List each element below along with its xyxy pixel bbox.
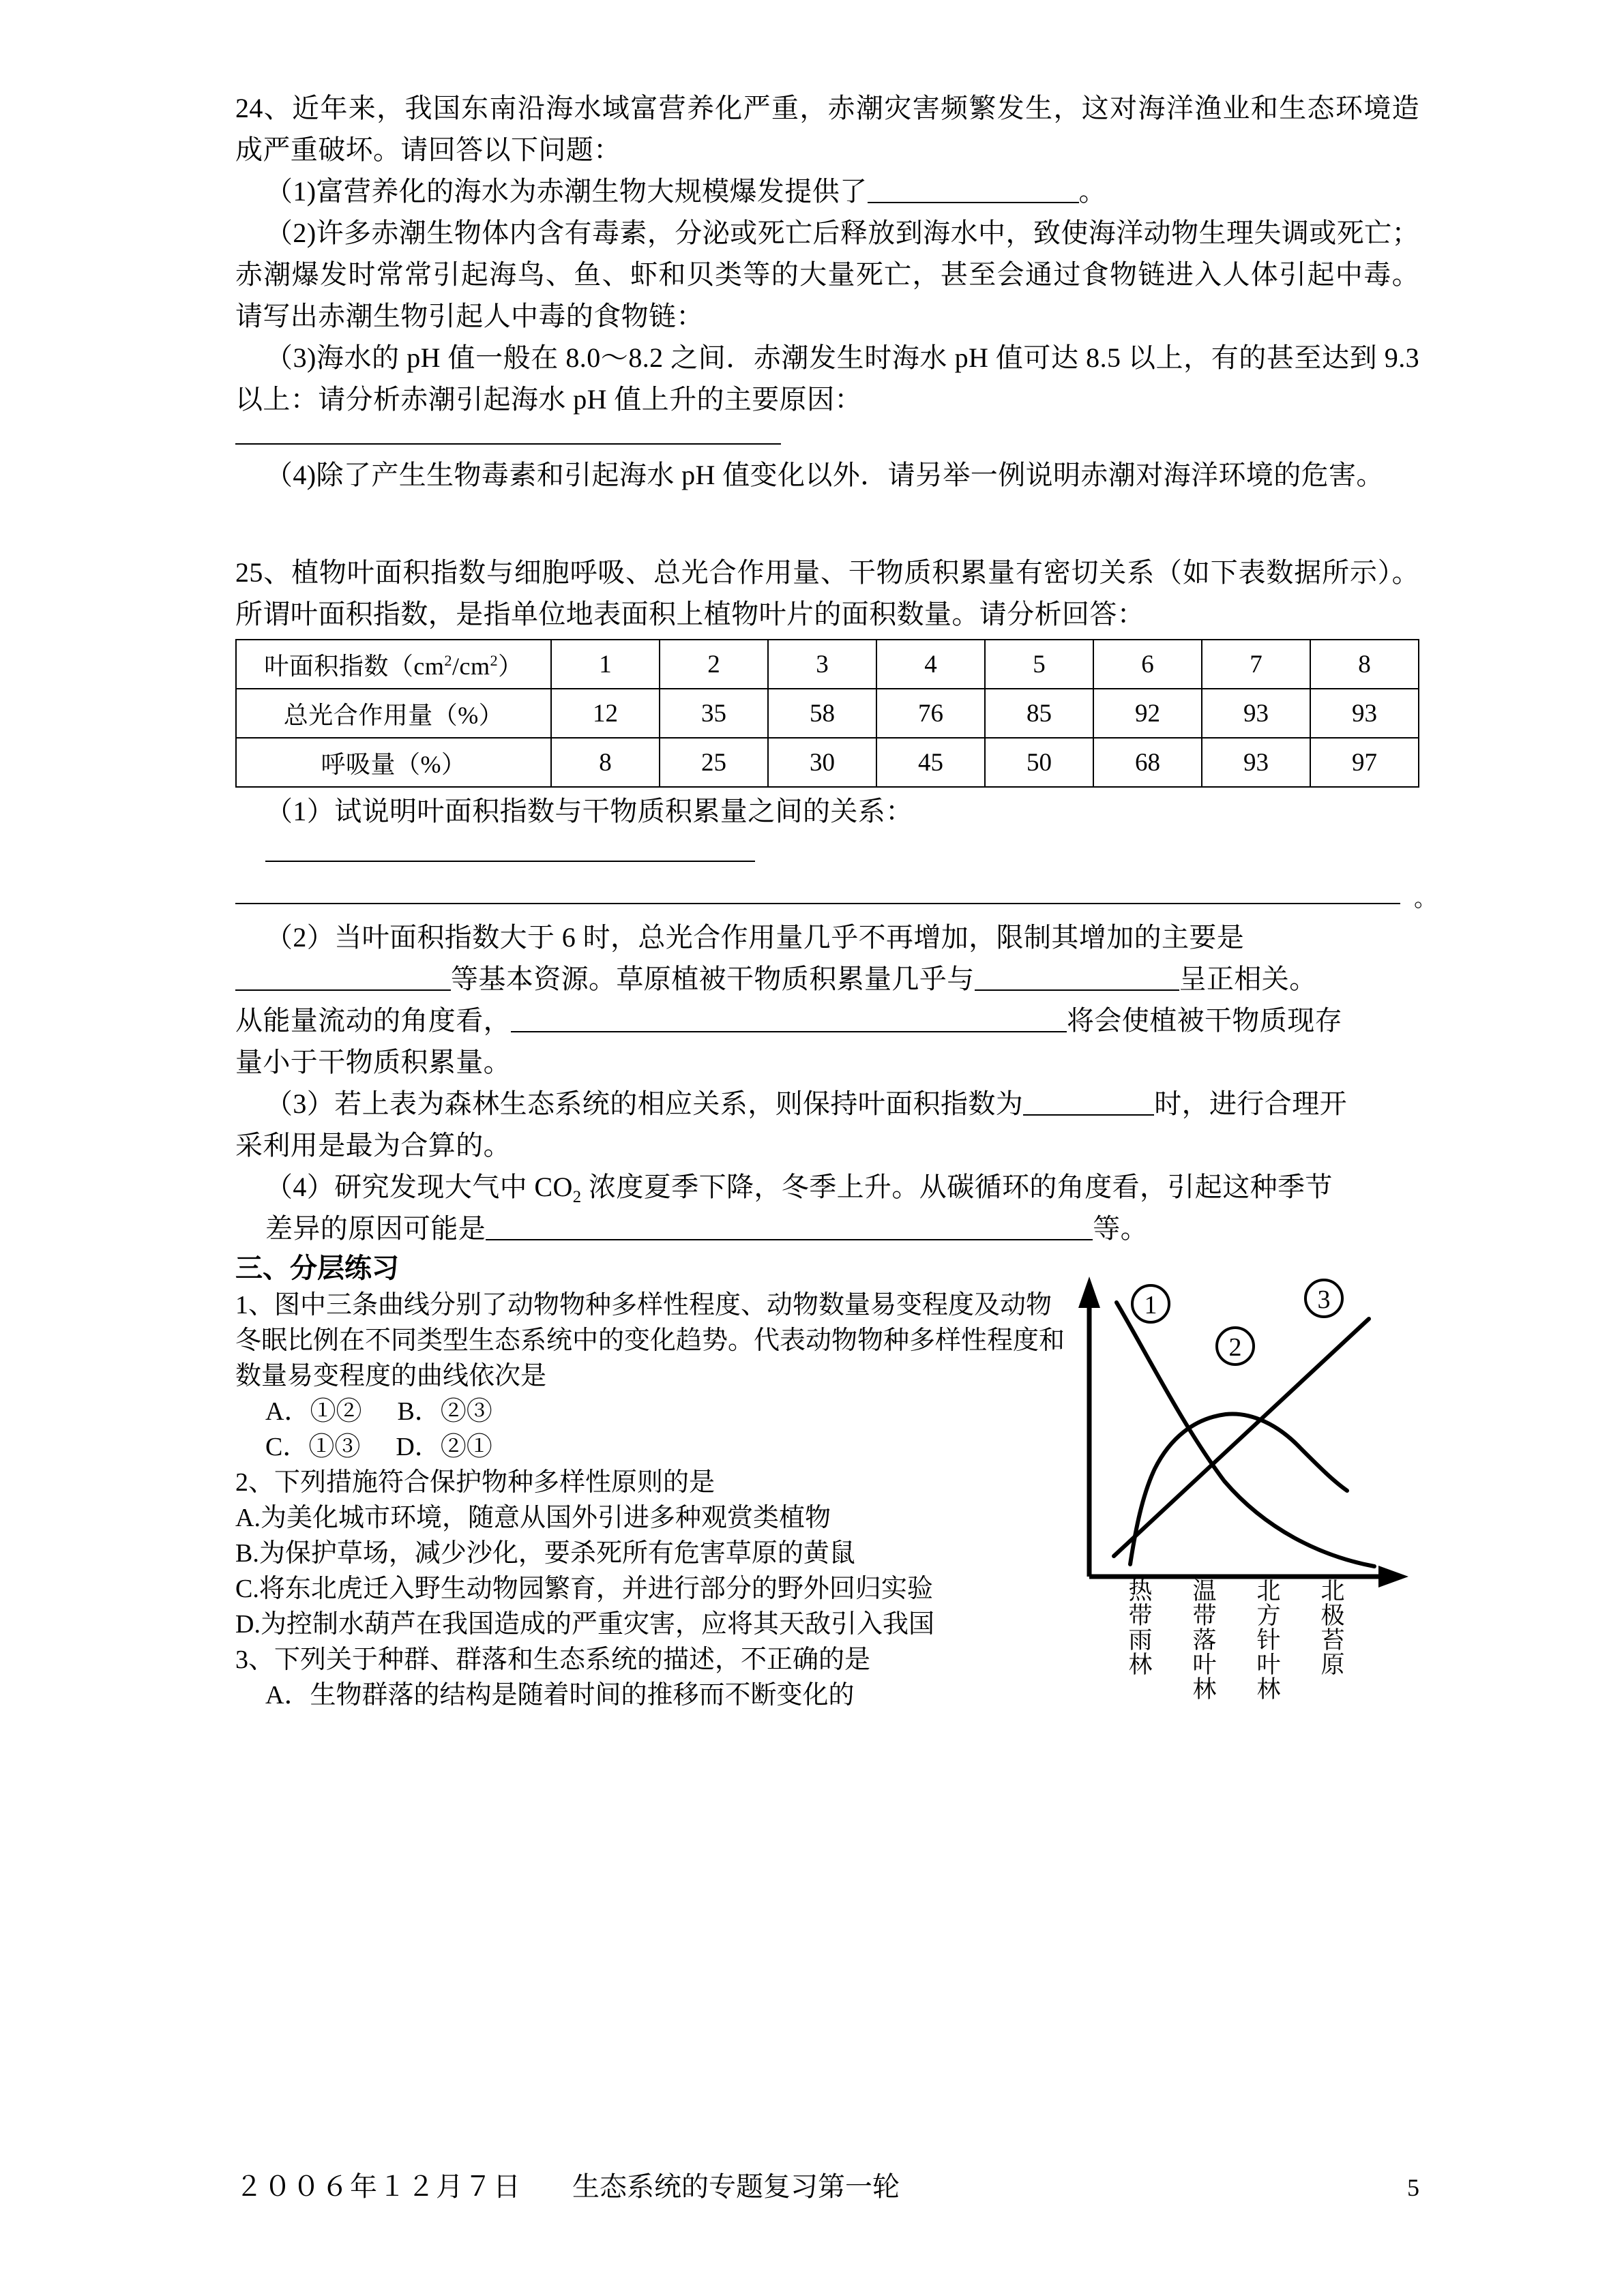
practice-q1-options-row-1 (235, 1394, 1095, 1429)
q24-item-4: （4)除了产生生物毒素和引起海水 pH 值变化以外．请另举一例说明赤潮对海洋环境的危害。 (265, 460, 1384, 490)
svg-text:1: 1 (1144, 1291, 1157, 1320)
cell: 97 (1310, 738, 1419, 787)
practice-q1-options-row-2 (235, 1429, 1095, 1465)
q25-item-1-period: 。 (1414, 886, 1437, 912)
cell: 8 (1310, 640, 1419, 689)
cell: 6 (1093, 640, 1202, 689)
y-axis-arrowhead (1078, 1277, 1100, 1308)
table-row (236, 689, 1419, 738)
cell: 85 (985, 689, 1093, 738)
cell: 50 (985, 738, 1093, 787)
row-header-respiration: 呼吸量（%） (236, 738, 551, 787)
q25-item-4-blank[interactable] (486, 1216, 1093, 1240)
q25-item-2-text-c: 呈正相关。 (1179, 964, 1317, 994)
x-label-arctic-tundra: 北极苔原 (1318, 1578, 1344, 1676)
practice-q3-stem: 3、下列关于种群、群落和生态系统的描述，不正确的是 (235, 1645, 871, 1674)
cell: 2 (660, 640, 768, 689)
q24-item-1-text: （1)富营养化的海水为赤潮生物大规模爆发提供了 (265, 176, 868, 207)
practice-q1-option-c[interactable]: C．①③ (265, 1433, 361, 1461)
question-24 (235, 87, 1419, 496)
leaf-area-index-table (235, 639, 1419, 788)
svg-text:3: 3 (1317, 1285, 1331, 1314)
x-label-boreal-coniferous-forest: 北方针叶林 (1254, 1578, 1280, 1701)
cell: 30 (768, 738, 876, 787)
practice-left-column (235, 1249, 1095, 1713)
q24-item-3: （3)海水的 pH 值一般在 8.0～8.2 之间．赤潮发生时海水 pH 值可达 8.5 以上，有的甚至达到 9.3 以上：请分析赤潮引起海水 pH 值上升的主要原因： (235, 342, 1419, 415)
q25-item-4-line-1 (235, 1166, 1419, 1208)
cell: 8 (551, 738, 660, 787)
cell: 93 (1202, 738, 1310, 787)
curve-label-2 (1217, 1328, 1254, 1365)
q25-stem: 25、植物叶面积指数与细胞呼吸、总光合作用量、干物质积累量有密切关系（如下表数据所示）。所谓叶面积指数，是指单位地表面积上植物叶片的面积数量。请分析回答： (235, 557, 1419, 629)
q25-item-3-text-a: （3）若上表为森林生态系统的相应关系，则保持叶面积指数为 (265, 1088, 1024, 1119)
cell: 3 (768, 640, 876, 689)
footer-date: ２００６年１２月７日 (235, 2171, 522, 2202)
svg-text:2: 2 (1228, 1333, 1242, 1362)
cell: 76 (876, 689, 985, 738)
practice-q1-line-2: 冬眠比例在不同类型生态系统中的变化趋势。代表动物物种多样性程度和 (235, 1326, 1065, 1355)
q24-item-1 (235, 170, 1419, 212)
ecosystem-curves-figure (1047, 1256, 1429, 1701)
cell: 93 (1202, 689, 1310, 738)
q25-item-2-text-b: 等基本资源。草原植被干物质积累量几乎与 (451, 964, 975, 994)
practice-q2-option-b[interactable]: B.为保护草场，减少沙化，要杀死所有危害草原的黄鼠 (235, 1539, 855, 1568)
q25-item-3-blank[interactable] (1023, 1091, 1154, 1116)
q24-item-2: （2)许多赤潮生物体内含有毒素，分泌或死亡后释放到海水中，致使海洋动物生理失调或死亡；赤潮爆发时常常引起海鸟、鱼、虾和贝类等的大量死亡，甚至会通过食物链进入人体引起中毒。请写出赤潮生物引起人中毒的食物链： (235, 218, 1419, 331)
q25-item-2-line-2 (235, 958, 1419, 1000)
q25-item-2-blank-2[interactable] (975, 966, 1179, 991)
x-axis-category-labels (1087, 1578, 1428, 1701)
q25-item-4-text-a: （4）研究发现大气中 CO (265, 1172, 573, 1202)
q25-item-2-text-e: 将会使植被干物质现存 (1067, 1005, 1342, 1036)
cell: 1 (551, 640, 660, 689)
q25-item-3-text-b: 时，进行合理开 (1154, 1088, 1348, 1119)
q25-item-3-line-1 (235, 1083, 1419, 1124)
cell: 25 (660, 738, 768, 787)
q24-stem: 24、近年来，我国东南沿海水域富营养化严重，赤潮灾害频繁发生，这对海洋渔业和生态环境造成严重破坏。请回答以下问题： (235, 93, 1419, 165)
q25-item-2-line-1: （2）当叶面积指数大于 6 时，总光合作用量几乎不再增加，限制其增加的主要是 (265, 922, 1245, 953)
practice-q2-option-d[interactable]: D.为控制水葫芦在我国造成的严重灾害，应将其天敌引入我国 (235, 1610, 934, 1639)
x-label-tropical-rainforest: 热带雨林 (1125, 1578, 1152, 1676)
curve-label-3 (1305, 1280, 1342, 1317)
cell: 12 (551, 689, 660, 738)
table-row (236, 738, 1419, 787)
section-heading: 三、分层练习 (235, 1253, 399, 1283)
q25-item-2-line-4: 量小于干物质积累量。 (235, 1047, 511, 1077)
cell: 93 (1310, 689, 1419, 738)
cell: 35 (660, 689, 768, 738)
cell: 4 (876, 640, 985, 689)
curve-label-1 (1132, 1285, 1169, 1322)
practice-q2-option-a[interactable]: A.为美化城市环境，随意从国外引进多种观赏类植物 (235, 1504, 831, 1532)
page-footer (235, 2171, 1419, 2204)
q25-item-4-subscript: 2 (572, 1188, 582, 1206)
q25-item-4-text-b: 浓度夏季下降，冬季上升。从碳循环的角度看，引起这种季节 (581, 1172, 1333, 1202)
cell: 68 (1093, 738, 1202, 787)
practice-q2-option-c[interactable]: C.将东北虎迁入野生动物园繁育，并进行部分的野外回归实验 (235, 1575, 933, 1603)
practice-q1-line-1: 1、图中三条曲线分别了动物物种多样性程度、动物数量易变程度及动物 (235, 1291, 1052, 1320)
q25-item-2-line-3 (235, 1000, 1419, 1041)
practice-q3-option-a[interactable]: A．生物群落的结构是随着时间的推移而不断变化的 (265, 1681, 855, 1710)
row-header-leaf-area-index: 叶面积指数$(cm^2/cm^2)$ (236, 640, 551, 689)
page-number: 5 (1407, 2174, 1419, 2201)
footer-title: 生态系统的专题复习第一轮 (572, 2171, 900, 2202)
q25-item-1: （1）试说明叶面积指数与干物质积累量之间的关系： (265, 796, 913, 826)
practice-q1-line-3: 数量易变程度的曲线依次是 (235, 1362, 547, 1390)
row-header-gross-photosynthesis: 总光合作用量（%） (236, 689, 551, 738)
cell: 7 (1202, 640, 1310, 689)
q25-item-2-blank-1[interactable] (235, 966, 451, 991)
cell: 92 (1093, 689, 1202, 738)
x-label-temperate-deciduous-forest: 温带落叶林 (1190, 1578, 1216, 1701)
q25-item-2-blank-3[interactable] (511, 1008, 1067, 1032)
q24-item-1-period: 。 (1078, 176, 1106, 207)
curve-2-hump (1130, 1414, 1347, 1564)
practice-q1-option-d[interactable]: D．②① (396, 1433, 492, 1461)
practice-q1-option-a[interactable]: A．①② (265, 1397, 362, 1426)
q25-item-4-text-c: 差异的原因可能是 (265, 1213, 486, 1244)
section-tiered-practice (235, 1249, 1419, 1713)
q25-item-3-line-2: 采利用是最为合算的。 (235, 1130, 511, 1161)
q24-item-1-blank[interactable] (868, 179, 1079, 203)
cell: 5 (985, 640, 1093, 689)
q25-item-2-text-d: 从能量流动的角度看， (235, 1005, 511, 1036)
cell: 58 (768, 689, 876, 738)
cell: 45 (876, 738, 985, 787)
q25-item-4-line-2 (235, 1208, 1419, 1249)
practice-q2-stem: 2、下列措施符合保护物种多样性原则的是 (235, 1468, 715, 1497)
q25-item-1-answer-line-2[interactable] (235, 903, 1400, 904)
question-25 (235, 552, 1437, 1249)
table-row (236, 640, 1419, 689)
q25-item-4-text-d: 等。 (1093, 1213, 1149, 1244)
practice-q1-option-b[interactable]: B．②③ (397, 1397, 492, 1426)
